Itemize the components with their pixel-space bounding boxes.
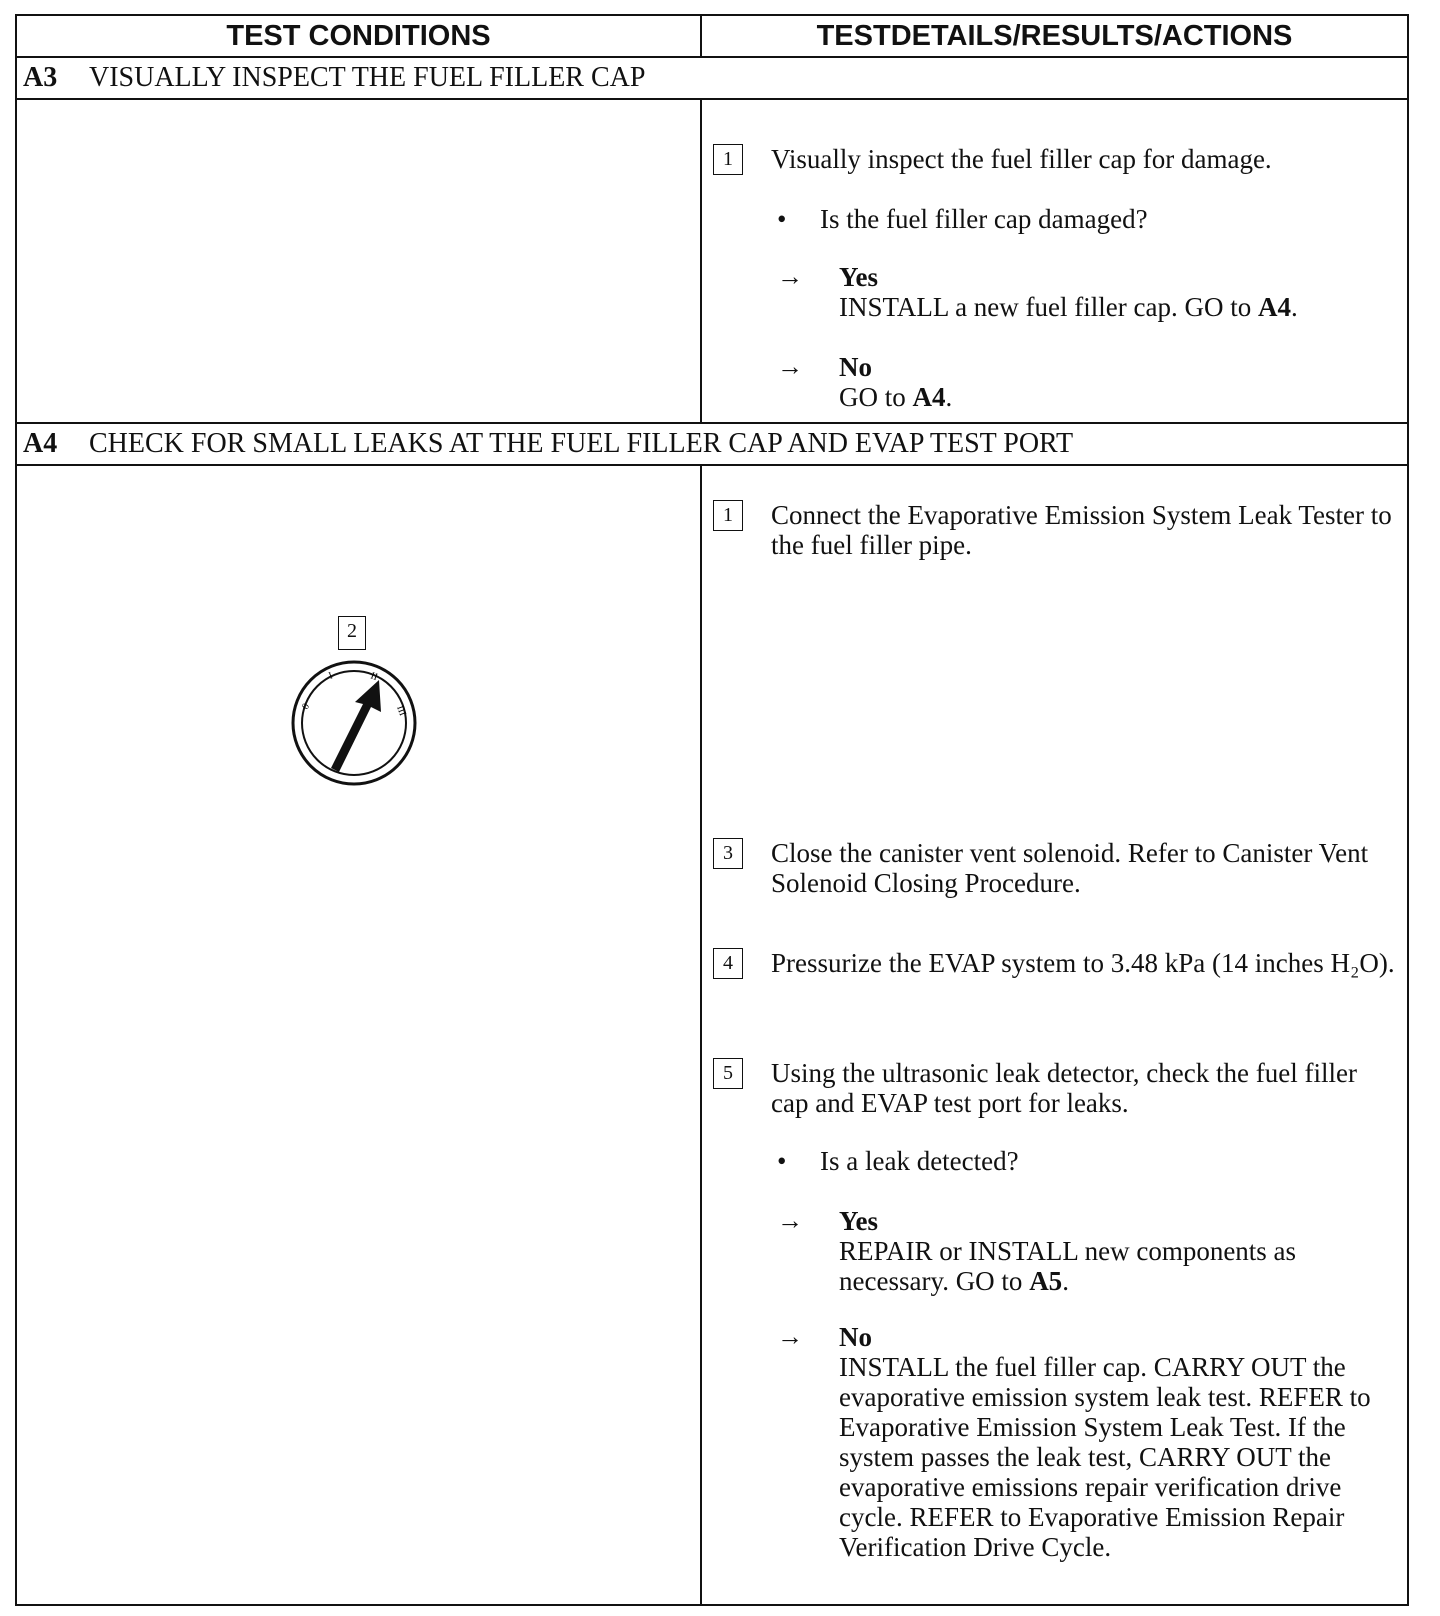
answer-ref: A4 <box>912 382 946 412</box>
step-number-box: 1 <box>713 500 743 531</box>
ignition-position-label: III <box>394 704 408 718</box>
answer-label: No <box>839 1322 872 1352</box>
a4-question: Is a leak detected? <box>820 1146 1019 1176</box>
arrow-right-icon: → <box>777 1206 803 1235</box>
answer-end: . <box>1290 292 1298 322</box>
header-test-details: TESTDETAILS/RESULTS/ACTIONS <box>816 20 1293 52</box>
bullet-icon: • <box>777 204 787 234</box>
step-title-text: CHECK FOR SMALL LEAKS AT THE FUEL FILLER CAP AND EVAP TEST PORT <box>89 428 1074 459</box>
a4-step4-text: Pressurize the EVAP system to 3.48 kPa (14 inches H₂O). <box>771 948 1395 978</box>
step-number-box: 5 <box>713 1058 743 1089</box>
step-title-text: VISUALLY INSPECT THE FUEL FILLER CAP <box>89 62 646 93</box>
step-number-box: 1 <box>713 144 743 175</box>
step-number-box: 4 <box>713 948 743 979</box>
step-id: A3 <box>23 62 58 93</box>
a3-yes-answer <box>839 262 1399 322</box>
answer-ref: A4 <box>1257 292 1291 322</box>
arrow-right-icon: → <box>777 352 803 381</box>
ignition-position-label: I <box>327 670 335 682</box>
step-a4-title <box>17 424 1407 464</box>
answer-label: Yes <box>839 262 878 292</box>
answer-label: No <box>839 352 872 382</box>
ignition-position-label: II <box>368 670 380 684</box>
ignition-position-label: 0 <box>300 701 313 712</box>
a4-step3-text: Close the canister vent solenoid. Refer to Canister Vent Solenoid Closing Procedure. <box>771 838 1369 898</box>
a4-step1-text: Connect the Evaporative Emission System Leak Tester to the fuel filler pipe. <box>771 500 1392 560</box>
step-a3-title <box>17 58 1407 98</box>
procedure-table <box>15 14 1409 1606</box>
step-id: A4 <box>23 428 58 459</box>
column-divider <box>700 464 702 1606</box>
answer-label: Yes <box>839 1206 878 1236</box>
arrow-right-icon: → <box>777 1322 803 1351</box>
a3-question: Is the fuel filler cap damaged? <box>820 204 1148 234</box>
divider <box>17 98 1407 100</box>
a4-no-answer <box>839 1322 1384 1562</box>
column-divider <box>700 16 702 58</box>
a4-yes-answer <box>839 1206 1374 1296</box>
answer-end: . <box>1062 1266 1069 1296</box>
a3-step1-text: Visually inspect the fuel filler cap for damage. <box>771 144 1272 174</box>
answer-text: GO to <box>839 382 913 412</box>
a4-step5-text: Using the ultrasonic leak detector, check the fuel filler cap and EVAP test port for leaks. <box>771 1058 1357 1118</box>
answer-end: . <box>945 382 953 412</box>
bullet-icon: • <box>777 1146 787 1176</box>
answer-text: INSTALL a new fuel filler cap. GO to <box>839 292 1258 322</box>
answer-text: INSTALL the fuel filler cap. CARRY OUT the evaporative emission system leak test. REFER to Evaporative Emission System Leak Test. If the system passes the leak test, CARRY OUT the evaporative emissions repair verification drive cycle. REFER to Evaporative Emission Repair Verification Drive Cycle. <box>839 1352 1371 1562</box>
answer-text: REPAIR or INSTALL new components as necessary. GO to <box>839 1236 1297 1296</box>
ignition-key-pointer-icon <box>331 680 381 772</box>
a3-no-answer <box>839 352 1399 412</box>
ignition-switch-diagram <box>283 652 425 794</box>
header-test-conditions: TEST CONDITIONS <box>226 20 491 52</box>
answer-ref: A5 <box>1029 1266 1063 1296</box>
step-number-box: 3 <box>713 838 743 869</box>
column-divider <box>700 98 702 424</box>
divider <box>17 464 1407 466</box>
diagram-step-box: 2 <box>338 616 366 650</box>
arrow-right-icon: → <box>777 262 803 291</box>
